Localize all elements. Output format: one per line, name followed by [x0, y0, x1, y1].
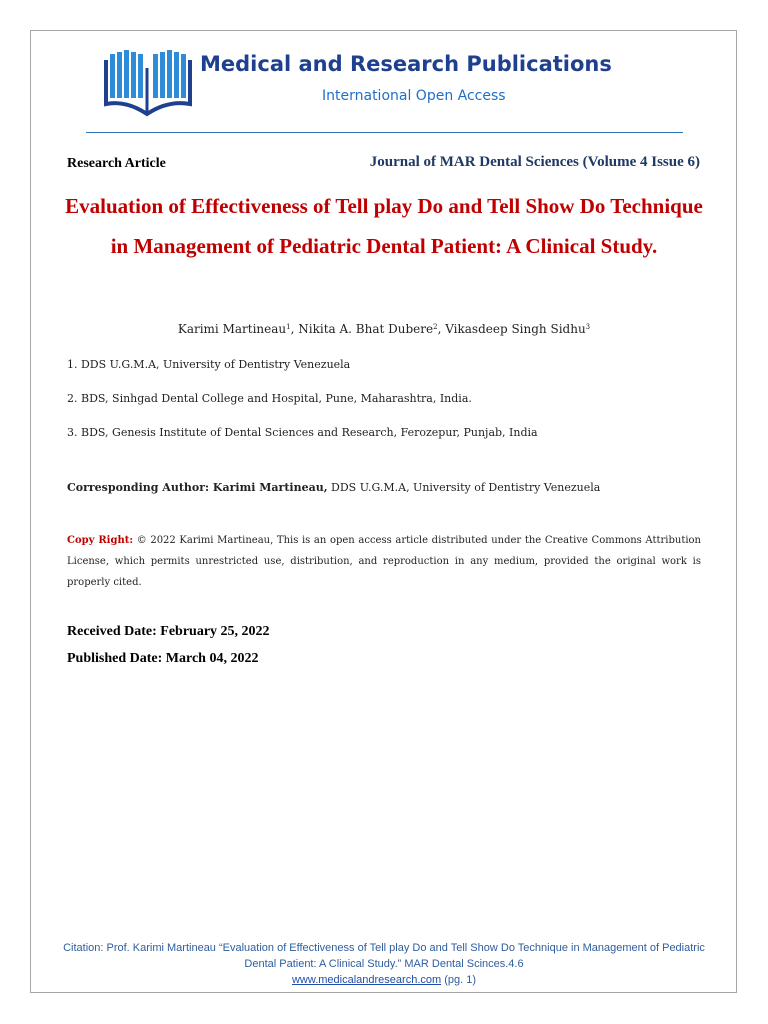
- citation-footer: [50, 940, 718, 988]
- copyright-text: © 2022 Karimi Martineau, This is an open access article distributed under the Creative Commons Attribution License, which permits unrestricted use, distribution, and reproduction in any medium, provided the original work is properly cited.: [67, 535, 701, 588]
- received-date: Received Date: February 25, 2022: [67, 624, 270, 639]
- corresponding-author-affiliation: DDS U.G.M.A, University of Dentistry Venezuela: [327, 481, 601, 494]
- author-list: [0, 322, 768, 336]
- page-number: (pg. 1): [441, 974, 477, 986]
- author-affiliation-mark: 3: [585, 323, 591, 331]
- copyright-notice: [67, 530, 701, 593]
- publisher-name: Medical and Research Publications: [200, 52, 612, 76]
- journal-name: Journal of MAR Dental Sciences (Volume 4 Issue 6): [369, 154, 700, 170]
- author-affiliation-mark: 1: [286, 323, 291, 331]
- article-type: Research Article: [67, 156, 166, 171]
- published-date: Published Date: March 04, 2022: [67, 651, 259, 666]
- author-name: Karimi Martineau: [177, 322, 287, 336]
- author-name: Nikita A. Bhat Dubere: [298, 322, 434, 336]
- header-divider: [86, 132, 683, 133]
- citation-text: Citation: Prof. Karimi Martineau “Evaluation of Effectiveness of Tell play Do and Tell Show Do Technique in Management of Pediatric Dental Patient: A Clinical Study.” MAR Dental Scinces.4.6: [63, 942, 705, 970]
- corresponding-author-label: Corresponding Author: Karimi Martineau,: [67, 481, 328, 494]
- affiliation-2: 2. BDS, Sinhgad Dental College and Hospital, Pune, Maharashtra, India.: [67, 392, 472, 405]
- corresponding-author: [67, 481, 600, 494]
- open-book-icon: [104, 48, 192, 118]
- author-name: Vikasdeep Singh Sidhu: [445, 322, 586, 336]
- author-separator: ,: [437, 322, 446, 336]
- publisher-tagline: International Open Access: [322, 88, 506, 104]
- affiliation-1: 1. DDS U.G.M.A, University of Dentistry Venezuela: [67, 358, 351, 371]
- article-title: Evaluation of Effectiveness of Tell play Do and Tell Show Do Technique in Management of Pediatric Dental Patient: A Clinical Study.: [65, 194, 703, 258]
- author-separator: ,: [290, 322, 299, 336]
- copyright-label: Copy Right:: [67, 535, 134, 546]
- page-border: [30, 30, 737, 993]
- website-link[interactable]: www.medicalandresearch.com: [291, 974, 442, 986]
- author-affiliation-mark: 2: [433, 323, 438, 331]
- affiliation-3: 3. BDS, Genesis Institute of Dental Sciences and Research, Ferozepur, Punjab, India: [67, 426, 538, 439]
